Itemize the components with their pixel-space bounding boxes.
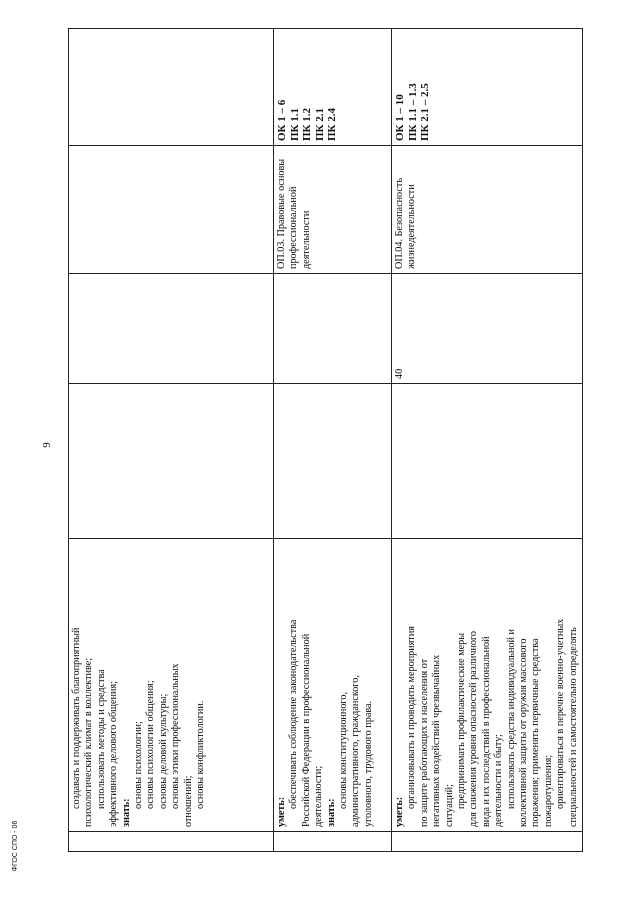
skill-line: поражения; применять первичные средства <box>530 638 542 827</box>
competency-code: ПК 1.2 <box>301 107 313 141</box>
hours-alt-cell <box>69 274 274 384</box>
footer-code: ФГОС СПО - 06 <box>12 820 19 872</box>
requirements-cell <box>392 539 583 832</box>
competencies-cell <box>274 29 392 146</box>
knowledge-label: знать: <box>325 798 337 827</box>
skill-line: деятельности; <box>313 765 325 827</box>
knowledge-line: основы деловой культуры; <box>157 693 169 809</box>
hours-alt-cell: 40 <box>392 274 583 384</box>
table-row <box>274 29 392 852</box>
index-cell <box>274 832 392 852</box>
table-row <box>392 29 583 852</box>
knowledge-line: отношений; <box>182 775 194 827</box>
skill-line: ориентироваться в перечне военно-учетных <box>555 618 567 809</box>
competencies-cell <box>69 29 274 146</box>
knowledge-line: уголовного, трудового права. <box>362 700 374 827</box>
skill-line: создавать и поддерживать благоприятный <box>71 627 82 809</box>
curriculum-table <box>68 28 583 852</box>
competency-code: ПК 2.1 <box>313 107 326 141</box>
skill-line: использовать методы и средства <box>95 669 107 809</box>
skill-line: обеспечивать соблюдение законодательства <box>288 619 300 809</box>
knowledge-line: основы конституционного, <box>338 692 350 809</box>
index-cell <box>69 832 274 852</box>
knowledge-line: основы этики профессиональных <box>170 663 182 809</box>
knowledge-line: административного, гражданского, <box>350 675 362 827</box>
skill-line: Российской Федерации в профессиональной <box>300 633 312 827</box>
hours-cell <box>69 384 274 539</box>
discipline-cell: ОП.03. Правовые основы профессиональной деятельности <box>274 146 392 274</box>
skills-label: уметь: <box>394 796 405 827</box>
skill-line: по защите работающих и населения от <box>418 658 430 827</box>
skills-label: уметь: <box>276 796 287 827</box>
discipline-cell: ОП.04. Безопасность жизнедеятельности <box>392 146 583 274</box>
skill-line: ситуаций; <box>443 784 455 827</box>
skill-line: коллективной защиты от оружия массового <box>518 638 530 827</box>
skill-line: эффективного делового общения; <box>108 681 120 827</box>
competency-code: ПК 2.1 – 2.5 <box>419 83 431 141</box>
skill-line: негативных воздействий чрезвычайных <box>431 654 443 827</box>
skill-line: использовать средства индивидуальной и <box>505 629 517 809</box>
skill-line: специальностей и самостоятельно определять <box>567 627 579 827</box>
page-number: 9 <box>41 442 53 448</box>
competency-code: ПК 2.4 <box>326 107 338 141</box>
skill-line: для снижения уровня опасностей различного <box>468 630 480 827</box>
hours-cell <box>274 384 392 539</box>
hours-cell <box>392 384 583 539</box>
skill-line: психологический климат в коллективе; <box>83 657 95 827</box>
skill-line: предпринимать профилактические меры <box>456 632 468 809</box>
requirements-cell <box>274 539 392 832</box>
table-row <box>69 29 274 852</box>
hours-alt-cell <box>274 274 392 384</box>
curriculum-table-wrapper <box>68 29 579 852</box>
competency-code: ОК 1 – 6 <box>276 99 288 141</box>
knowledge-line: основы конфликтологии. <box>195 700 207 809</box>
skill-line: деятельности и быту; <box>493 733 505 827</box>
index-cell <box>392 832 583 852</box>
knowledge-line: основы психологии общения; <box>145 680 157 809</box>
skill-line: организовывать и проводить мероприятия <box>406 626 418 809</box>
competencies-cell <box>392 29 583 146</box>
discipline-cell <box>69 146 274 274</box>
skill-line: вида и их последствий в профессиональной <box>480 636 492 827</box>
competency-code: ПК 1.1 <box>288 107 301 141</box>
competency-code: ОК 1 – 10 <box>394 94 406 141</box>
knowledge-label: знать: <box>120 798 132 827</box>
knowledge-line: основы психологии; <box>133 721 145 809</box>
competency-code: ПК 1.1 – 1.3 <box>406 83 419 141</box>
skill-line: пожаротушения; <box>542 754 554 827</box>
requirements-cell <box>69 539 274 832</box>
